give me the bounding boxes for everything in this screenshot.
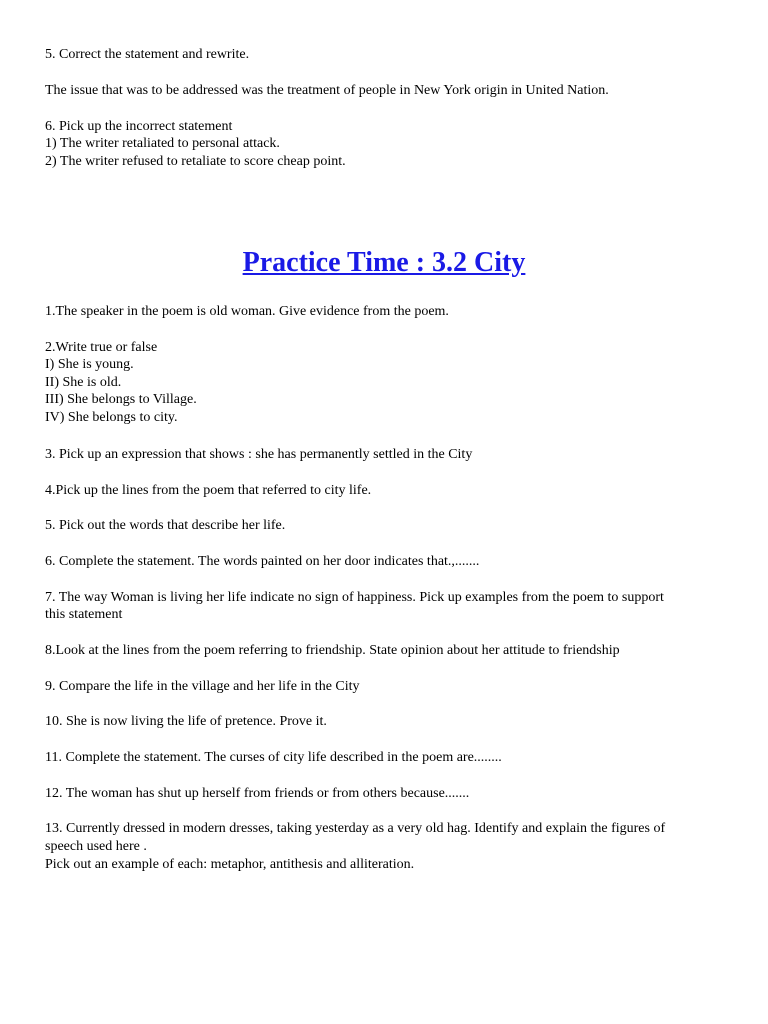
question-6-option-1: 1) The writer retaliated to personal attack. <box>45 136 280 151</box>
practice-question-2-item-i: I) She is young. <box>45 357 134 372</box>
practice-question-8: 8.Look at the lines from the poem referring to friendship. State opinion about her attitude to friendship <box>45 643 620 658</box>
question-6-option-2: 2) The writer refused to retaliate to score cheap point. <box>45 154 346 169</box>
practice-question-4: 4.Pick up the lines from the poem that referred to city life. <box>45 483 372 498</box>
practice-question-2-item-ii: II) She is old. <box>45 375 122 390</box>
section-heading: Practice Time : 3.2 City <box>242 247 526 278</box>
practice-question-13-line-2: speech used here . <box>45 839 147 854</box>
question-6-title: 6. Pick up the incorrect statement <box>45 119 233 134</box>
practice-question-11: 11. Complete the statement. The curses of city life described in the poem are........ <box>45 750 502 765</box>
question-5-title: 5. Correct the statement and rewrite. <box>45 47 250 62</box>
practice-question-7-line-1: 7. The way Woman is living her life indicate no sign of happiness. Pick up examples from the poem to support <box>45 590 664 605</box>
practice-question-13-line-1: 13. Currently dressed in modern dresses, taking yesterday as a very old hag. Identify and explain the figures of <box>45 821 666 836</box>
practice-question-3: 3. Pick up an expression that shows : she has permanently settled in the City <box>45 447 473 462</box>
practice-question-9: 9. Compare the life in the village and her life in the City <box>45 679 360 694</box>
practice-question-13-line-3: Pick out an example of each: metaphor, antithesis and alliteration. <box>45 857 415 872</box>
practice-question-6: 6. Complete the statement. The words painted on her door indicates that.,....... <box>45 554 480 569</box>
practice-question-5: 5. Pick out the words that describe her life. <box>45 518 286 533</box>
practice-question-7-line-2: this statement <box>45 607 123 622</box>
practice-question-1: 1.The speaker in the poem is old woman. Give evidence from the poem. <box>45 304 449 319</box>
practice-question-2-item-iii: III) She belongs to Village. <box>45 392 197 407</box>
practice-question-10: 10. She is now living the life of pretence. Prove it. <box>45 714 327 729</box>
question-5-statement: The issue that was to be addressed was the treatment of people in New York origin in United Nation. <box>45 83 609 98</box>
practice-question-2-item-iv: IV) She belongs to city. <box>45 410 178 425</box>
practice-question-12: 12. The woman has shut up herself from friends or from others because....... <box>45 786 470 801</box>
practice-question-2-title: 2.Write true or false <box>45 340 158 355</box>
